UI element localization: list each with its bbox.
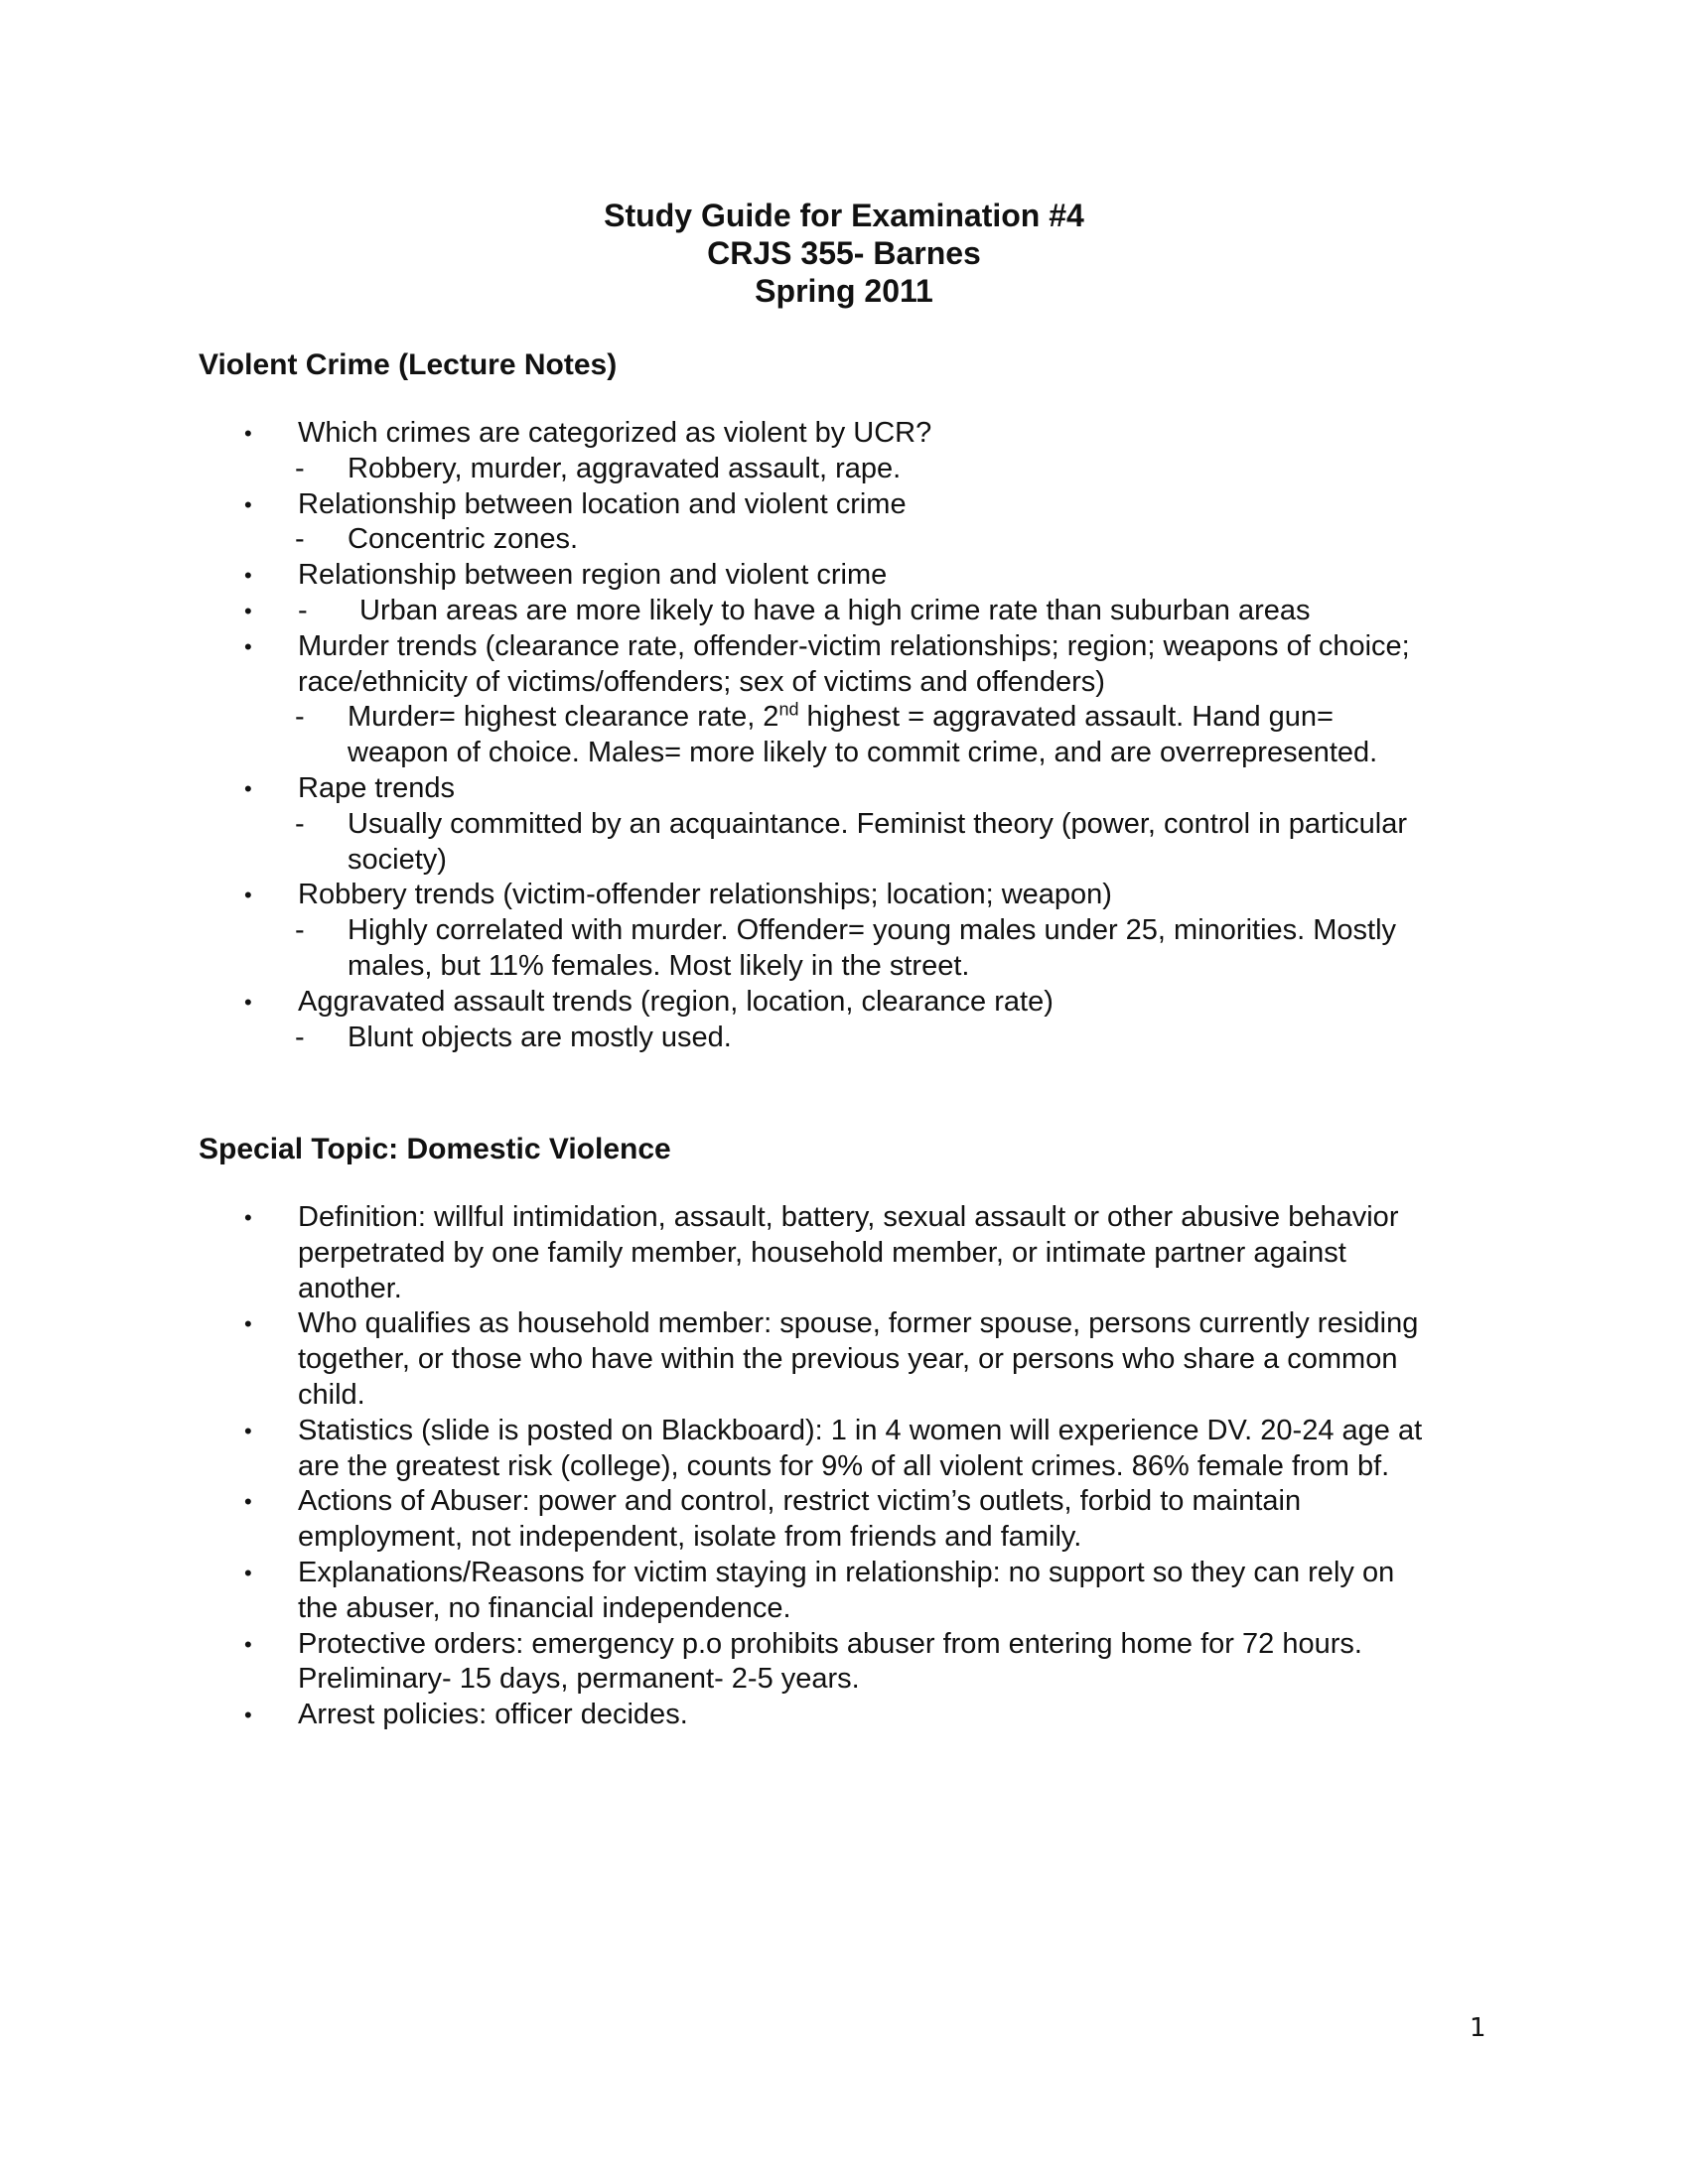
bullet-icon: • [244, 1631, 252, 1657]
superscript-nd: nd [778, 699, 799, 720]
item-text-line-1: Protective orders: emergency p.o prohibits abuser from entering home for 72 hours. [298, 1627, 1362, 1660]
section-heading-domestic-violence: Special Topic: Domestic Violence [199, 1133, 671, 1165]
list-item [199, 1484, 1509, 1556]
list-item [199, 771, 1509, 807]
bullet-icon: • [244, 421, 252, 446]
section-heading-violent-crime: Violent Crime (Lecture Notes) [199, 348, 618, 381]
item-text-line-3: another. [298, 1272, 402, 1304]
item-text: Rape trends [298, 771, 455, 804]
item-text-line-1: Murder trends (clearance rate, offender-victim relationships; region; weapons of choice; [298, 629, 1410, 662]
dash-icon: - [295, 807, 305, 840]
list-item [199, 1698, 1509, 1733]
item-text-line-2: together, or those who have within the previous year, or persons who share a common [298, 1343, 1398, 1376]
item-text-line-2: Preliminary- 15 days, permanent- 2-5 years. [298, 1663, 860, 1696]
list-item [199, 487, 1509, 523]
bullet-icon: • [244, 1418, 252, 1443]
sub-item-text: Concentric zones. [348, 523, 579, 556]
sub-item-text-part-2: highest = aggravated assault. Hand gun= [798, 701, 1334, 734]
title-line-2: CRJS 355- Barnes [707, 235, 981, 271]
sub-item-text: Robbery, murder, aggravated assault, rape. [348, 452, 902, 484]
bullet-icon: • [244, 989, 252, 1015]
list-item [199, 1627, 1509, 1699]
item-text: Relationship between region and violent crime [298, 559, 888, 592]
item-text: Robbery trends (victim-offender relationships; location; weapon) [298, 879, 1112, 911]
sub-item-text-line-1: Highly correlated with murder. Offender= young males under 25, minorities. Mostly [348, 914, 1397, 947]
bullet-icon: • [244, 1205, 252, 1230]
sub-item-text-line-2: weapon of choice. Males= more likely to commit crime, and are overrepresented. [348, 737, 1378, 769]
list-item [199, 594, 1509, 629]
item-text: Which crimes are categorized as violent by UCR? [298, 417, 932, 449]
sub-item [199, 452, 1509, 487]
dash-icon: - [295, 1021, 305, 1053]
bullet-icon: • [244, 563, 252, 589]
bullet-icon: • [244, 491, 252, 517]
sub-item [199, 913, 1509, 985]
item-text: Aggravated assault trends (region, location, clearance rate) [298, 985, 1054, 1018]
list-item [199, 558, 1509, 594]
document-title [0, 197, 1688, 310]
sub-item-text-line-1: Usually committed by an acquaintance. Feminist theory (power, control in particular [348, 807, 1408, 840]
sub-item-text: Blunt objects are mostly used. [348, 1021, 732, 1053]
sub-item [199, 522, 1509, 558]
list-item [199, 416, 1509, 452]
dash-icon: - [295, 523, 305, 556]
sub-item [199, 807, 1509, 879]
dash-icon: - [295, 914, 305, 947]
list-item [199, 1306, 1509, 1413]
item-text-line-1: Who qualifies as household member: spouse, former spouse, persons currently residing [298, 1307, 1419, 1340]
list-item [199, 878, 1509, 913]
item-text-line-2: employment, not independent, isolate from friends and family. [298, 1521, 1082, 1554]
title-line-1: Study Guide for Examination #4 [604, 198, 1084, 233]
title-line-3: Spring 2011 [755, 273, 933, 309]
list-item [199, 629, 1509, 701]
violent-crime-list [199, 416, 1509, 1055]
bullet-icon: • [244, 1311, 252, 1337]
bullet-icon: • [244, 775, 252, 801]
bullet-icon: • [244, 1489, 252, 1515]
bullet-icon: • [244, 598, 252, 623]
item-text-line-2: are the greatest risk (college), counts for 9% of all violent crimes. 86% female from bf. [298, 1449, 1390, 1482]
item-text-line-3: child. [298, 1378, 365, 1411]
list-item [199, 1556, 1509, 1627]
sub-item-text-line-2: males, but 11% females. Most likely in the street. [348, 949, 970, 982]
list-item [199, 1200, 1509, 1306]
dash-icon: - [298, 594, 308, 626]
bullet-icon: • [244, 1560, 252, 1585]
bullet-icon: • [244, 1703, 252, 1728]
sub-item [199, 1021, 1509, 1056]
sub-item-text-part-1: Murder= highest clearance rate, 2 [348, 701, 779, 734]
list-item [199, 985, 1509, 1021]
item-text-line-1: Actions of Abuser: power and control, restrict victim’s outlets, forbid to maintain [298, 1485, 1302, 1518]
item-text-line-1: Definition: willful intimidation, assault, battery, sexual assault or other abusive behavior [298, 1201, 1399, 1233]
dash-icon: - [295, 452, 305, 484]
item-text-line-2: race/ethnicity of victims/offenders; sex of victims and offenders) [298, 665, 1105, 698]
domestic-violence-list [199, 1200, 1509, 1733]
sub-item-text-line-2: society) [348, 843, 447, 876]
bullet-icon: • [244, 633, 252, 659]
item-text-line-1: Explanations/Reasons for victim staying in relationship: no support so they can rely on [298, 1556, 1395, 1588]
item-text-line-1: Arrest policies: officer decides. [298, 1699, 688, 1731]
item-text-line-2: perpetrated by one family member, household member, or intimate partner against [298, 1236, 1346, 1269]
item-text-line-1: Statistics (slide is posted on Blackboard): 1 in 4 women will experience DV. 20-24 age at [298, 1414, 1423, 1446]
item-text-line-2: the abuser, no financial independence. [298, 1591, 791, 1624]
sub-item [199, 700, 1509, 771]
list-item [199, 1414, 1509, 1485]
item-text: Urban areas are more likely to have a high crime rate than suburban areas [359, 594, 1311, 626]
page-number: 1 [1470, 2013, 1486, 2043]
item-text: Relationship between location and violent crime [298, 487, 907, 520]
bullet-icon: • [244, 883, 252, 908]
dash-icon: - [295, 701, 305, 734]
